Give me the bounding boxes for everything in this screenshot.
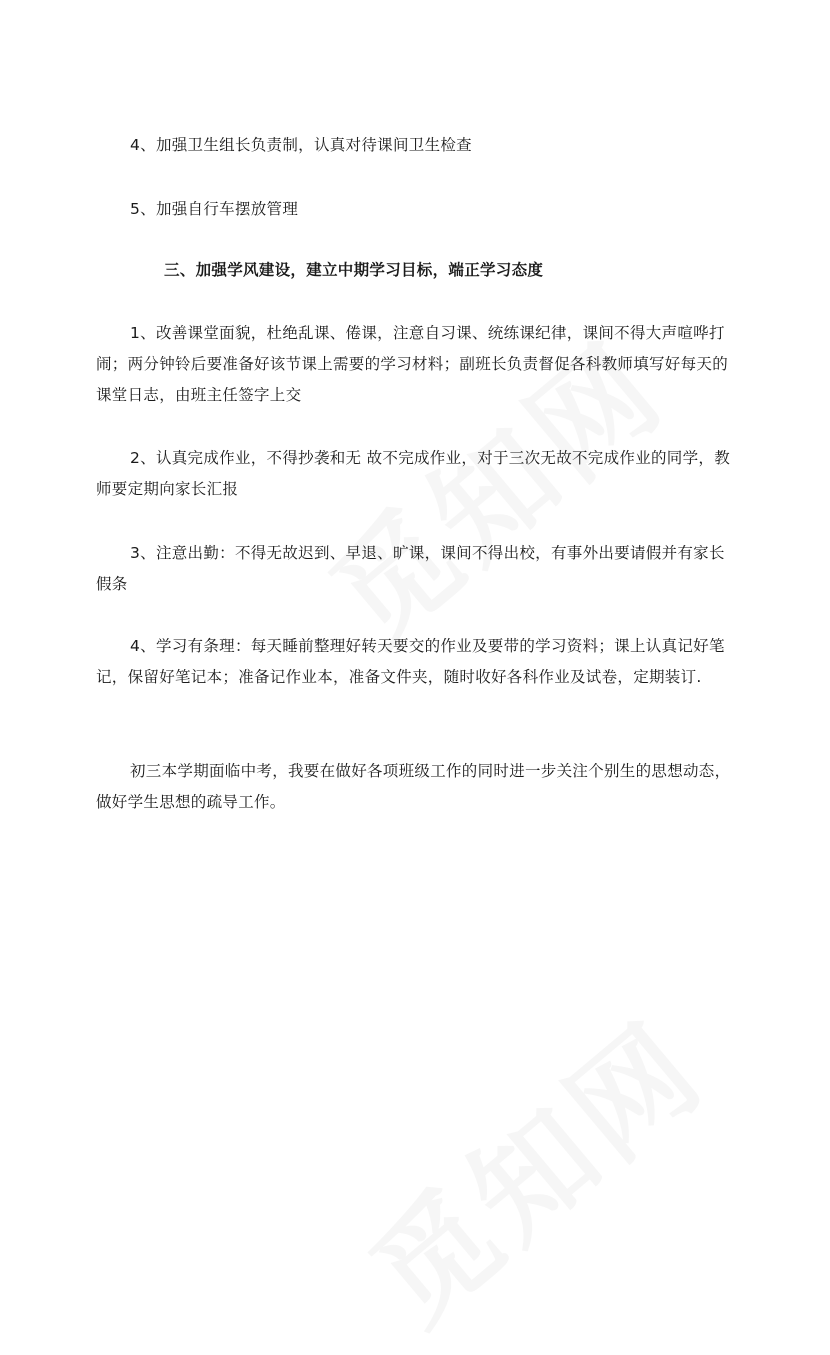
paragraph-bicycle: 5、加强自行车摆放管理 <box>130 200 299 218</box>
paragraph-hygiene: 4、加强卫生组长负责制，认真对待课间卫生检查 <box>130 136 472 154</box>
paragraph-classroom: 1、改善课堂面貌，杜绝乱课、倦课，注意自习课、统练课纪律，课间不得大声喧哗打闹；两分钟铃后要准备好该节课上需要的学习材料；副班长负责督促各科教师填写好每天的课堂日志，由班主任签字上交 <box>96 324 729 404</box>
paragraph-homework: 2、认真完成作业，不得抄袭和无 故不完成作业，对于三次无故不完成作业的同学，教师要定期向家长汇报 <box>96 449 730 498</box>
paragraph-attendance: 3、注意出勤：不得无故迟到、早退、旷课，课间不得出校，有事外出要请假并有家长假条 <box>96 544 725 593</box>
paragraph-conclusion: 初三本学期面临中考，我要在做好各项班级工作的同时进一步关注个别生的思想动态，做好学生思想的疏导工作。 <box>96 762 731 811</box>
section-heading: 三、加强学风建设，建立中期学习目标，端正学习态度 <box>164 261 544 279</box>
watermark-lower <box>330 977 735 1355</box>
paragraph-study-habits: 4、学习有条理：每天睡前整理好转天要交的作业及要带的学习资料；课上认真记好笔记，保留好笔记本；准备记作业本，准备文件夹，随时收好各科作业及试卷，定期装订. <box>96 637 725 686</box>
